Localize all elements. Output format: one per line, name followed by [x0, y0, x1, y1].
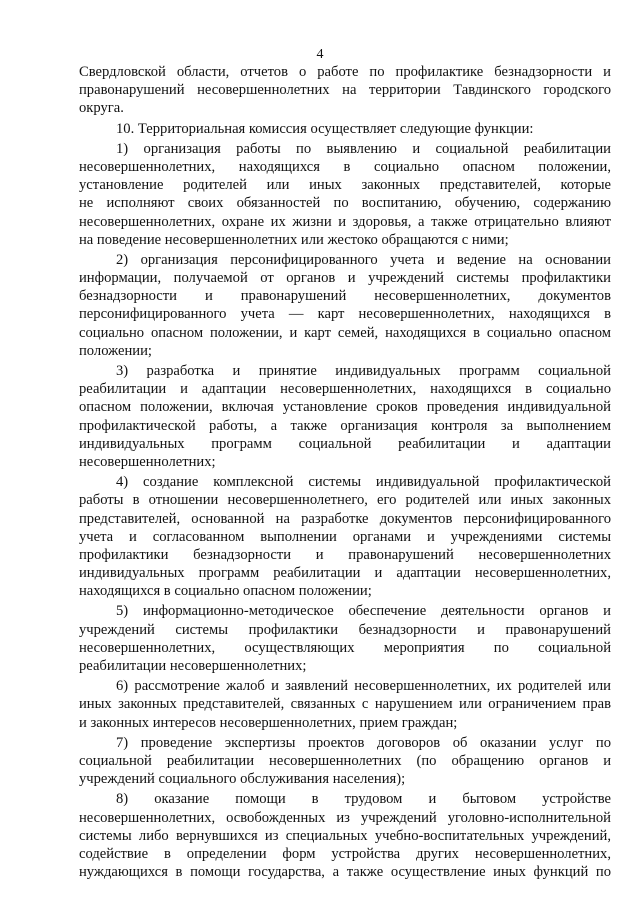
body-text — [79, 63, 611, 881]
text-line: информации, получаемой от органов и учреждений системы профилактики — [79, 270, 611, 287]
text-line: находящихся в социально опасном положении; — [79, 583, 372, 600]
text-line: профилактической работы, а также организация контроля за выполнением — [79, 417, 611, 434]
text-line: несовершеннолетних; — [79, 453, 216, 470]
text-line: 6) рассмотрение жалоб и заявлений несовершеннолетних, их родителей или — [116, 678, 611, 695]
text-line: системы либо вернувшихся из специальных учебно-воспитательных учреждений, — [79, 827, 611, 844]
text-line: несовершеннолетних, осуществляющих мероприятия по социальной — [79, 639, 611, 656]
text-line: округа. — [79, 100, 124, 117]
text-line: несовершеннолетних, охране их жизни и здоровья, а также отрицательно влияют — [79, 213, 611, 230]
text-line: 3) разработка и принятие индивидуальных программ социальной — [116, 363, 611, 379]
text-line: реабилитации несовершеннолетних; — [79, 658, 307, 674]
text-line: 4) создание комплексной системы индивидуальной профилактической — [116, 474, 611, 491]
text-line: 10. Территориальная комиссия осуществляет следующие функции: — [116, 120, 534, 137]
text-line: представителей, основанной на разработке документов персонифицированного — [79, 510, 611, 527]
text-line: 5) информационно-методическое обеспечение деятельности органов и — [116, 603, 611, 620]
text-line: не исполняют своих обязанностей по воспитанию, обучению, содержанию — [79, 195, 611, 212]
text-line: профилактики безнадзорности и правонарушений несовершеннолетних — [79, 546, 611, 563]
text-line: положении; — [79, 342, 152, 359]
text-line: и законных интересов несовершеннолетних, прием граждан; — [79, 714, 458, 731]
text-line: содействие в определении форм устройства других несовершеннолетних, — [79, 845, 611, 862]
text-line: Свердловской области, отчетов о работе по профилактике безнадзорности и — [79, 64, 611, 80]
text-line: индивидуальных программ реабилитации и адаптации несовершеннолетних, — [79, 565, 611, 582]
text-line: правонарушений несовершеннолетних на территории Тавдинского городского — [79, 82, 611, 99]
text-line: установление родителей или иных законных представителей, которые — [79, 177, 611, 194]
text-line: несовершеннолетних, освобожденных из учреждений уголовно-исполнительной — [79, 809, 611, 826]
text-line: реабилитации и адаптации несовершеннолетних, находящихся в социально — [79, 381, 611, 398]
text-line: социальной реабилитации несовершеннолетних (по обращению органов и — [79, 752, 611, 769]
text-line: учета и согласованном выполнении органами и учреждениями системы — [79, 528, 611, 545]
text-line: на поведение несовершеннолетних или жестоко обращаются с ними; — [79, 231, 509, 248]
text-line: учреждений социального обслуживания населения); — [79, 771, 406, 788]
page-number: 4 — [316, 47, 324, 62]
text-line: работы в отношении несовершеннолетнего, его родителей или иных законных — [79, 492, 611, 509]
text-line: несовершеннолетних, находящихся в социально опасном положении, — [79, 158, 611, 175]
text-line: нуждающихся в помощи государства, а также осуществление иных функций по — [79, 864, 611, 881]
text-line: 7) проведение экспертизы проектов договоров об оказании услуг по — [116, 734, 611, 751]
text-line: 8) оказание помощи в трудовом и бытовом устройстве — [116, 791, 611, 808]
text-line: персонифицированного учета — карт несовершеннолетних, находящихся в — [79, 306, 611, 323]
text-line: индивидуальных программ социальной реабилитации и адаптации — [79, 435, 611, 452]
text-line: социально опасном положении, и карт семей, находящихся в социально опасном — [79, 324, 611, 341]
text-line: опасном положении, включая установление сроков проведения индивидуальной — [79, 399, 611, 416]
text-line: иных законных представителей, связанных с нарушением или ограничением прав — [79, 696, 611, 713]
text-line: 2) организация персонифицированного учета и ведение на основании — [116, 251, 611, 268]
text-line: безнадзорности и правонарушений несовершеннолетних, документов — [79, 288, 611, 305]
text-line: учреждений системы профилактики безнадзорности и правонарушений — [79, 621, 611, 638]
text-line: 1) организация работы по выявлению и социальной реабилитации — [116, 140, 611, 157]
